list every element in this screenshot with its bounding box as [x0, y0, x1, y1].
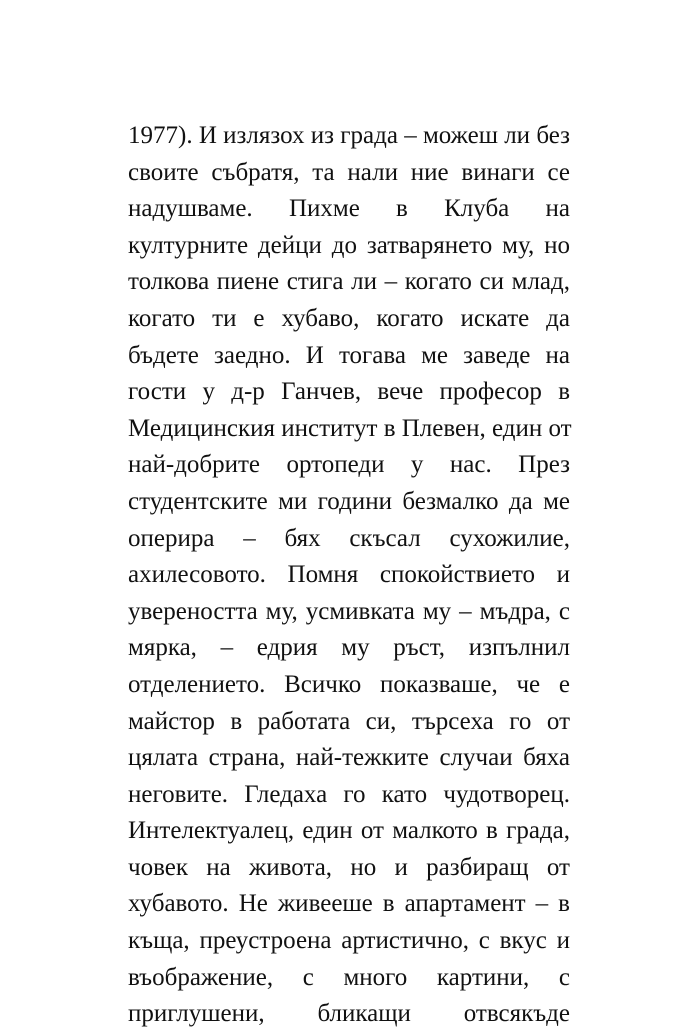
text-line: толкова пиене стига ли – когато си млад, — [128, 268, 570, 296]
text-line: ахилесовото. Помня спокойствието и — [128, 561, 570, 589]
text-line: отделението. Всичко показваше, че е — [128, 670, 570, 698]
text-line: неговите. Гледаха го като чудотворец. — [128, 780, 570, 808]
text-line: Медицинския институт в Плевен, един от — [128, 414, 572, 442]
text-line: мярка, – едрия му ръст, изпълнил — [128, 634, 570, 662]
text-line: надушваме. Пихме в Клуба на — [128, 195, 570, 223]
text-line: когато ти е хубаво, когато искате да — [128, 304, 570, 332]
text-line: бъдете заедно. И тогава ме заведе на — [128, 341, 570, 369]
text-line: 1977). И излязох из града – можеш ли без — [128, 122, 570, 149]
text-line: най-добрите ортопеди у нас. През — [128, 451, 570, 479]
body-text — [128, 118, 570, 1033]
text-line: културните дейци до затварянето му, но — [128, 231, 570, 259]
text-line: къща, преустроена артистично, с вкус и — [128, 927, 570, 955]
text-line: човек на живота, но и разбиращ от — [128, 853, 570, 881]
text-line: майстор в работата си, търсеха го от — [128, 707, 570, 735]
text-line: увереността му, усмивката му – мъдра, с — [128, 597, 570, 625]
text-line: въображение, с много картини, с — [128, 963, 570, 991]
text-line: своите събратя, та нали ние винаги се — [128, 158, 570, 186]
text-line: Интелектуалец, един от малкото в града, — [128, 817, 570, 845]
text-line: цялата страна, най-тежките случаи бяха — [128, 744, 570, 772]
text-line: гости у д-р Ганчев, вече професор в — [128, 378, 570, 406]
text-line: хубавото. Не живееше в апартамент – в — [128, 890, 570, 918]
text-line: студентските ми години безмалко да ме — [128, 487, 570, 515]
text-line: оперира – бях скъсал сухожилие, — [128, 524, 570, 552]
text-line: приглушени, бликащи отвсякъде — [128, 1000, 570, 1028]
